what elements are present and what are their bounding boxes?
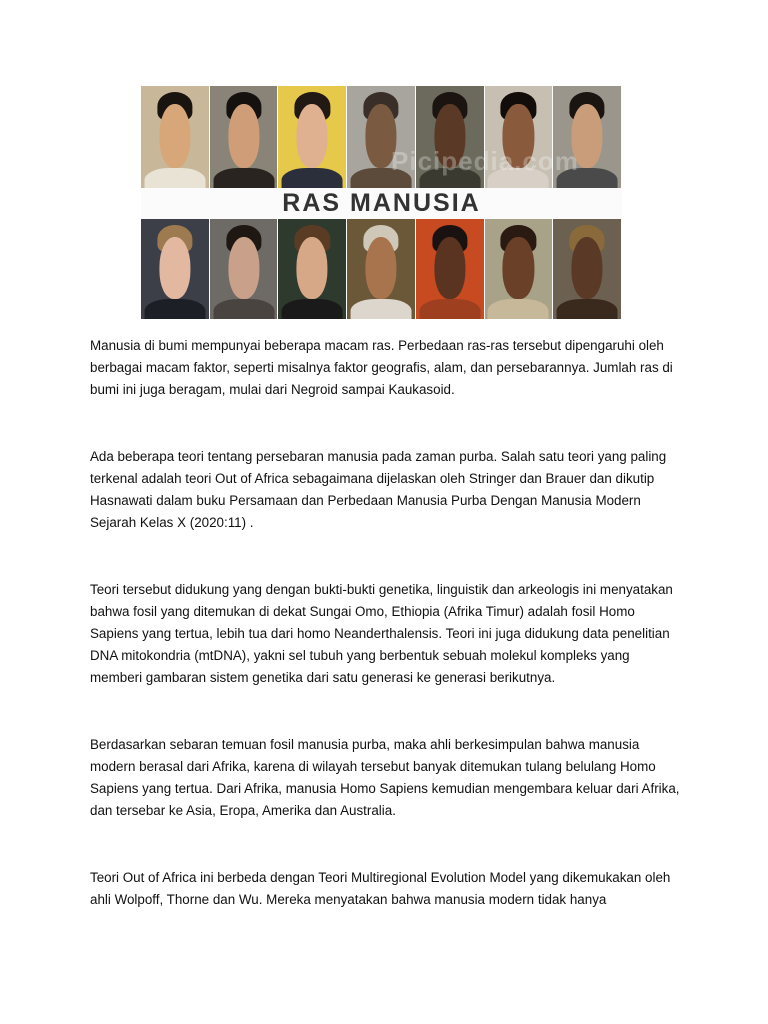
- portrait: [210, 219, 279, 319]
- portrait: [278, 86, 347, 188]
- portrait: [416, 219, 485, 319]
- watermark: Picipedia.com: [391, 146, 579, 176]
- paragraph: Teori Out of Africa ini berbeda dengan Teori Multiregional Evolution Model yang dikemukakan oleh ahli Wolpoff, Thorne dan Wu. Mereka menyatakan bahwa manusia modern tidak hanya: [90, 870, 671, 907]
- portrait: [347, 219, 416, 319]
- portrait: [210, 86, 279, 188]
- portrait: [278, 219, 347, 319]
- ras-manusia-banner-image: [141, 86, 622, 319]
- paragraph: Ada beberapa teori tentang persebaran manusia pada zaman purba. Salah satu teori yang paling terkenal adalah teori Out of Africa sebagaimana dijelaskan oleh Stringer dan Brauer dan dikutip Hasnawati dalam buku Persamaan dan Perbedaan Manusia Purba Dengan Manusia Modern Sejarah Kelas X (2020:11) .: [90, 449, 667, 530]
- portrait: [553, 219, 622, 319]
- paragraph: Teori tersebut didukung yang dengan bukti-bukti genetika, linguistik dan arkeologis ini menyatakan bahwa fosil yang ditemukan di dekat Sungai Omo, Ethiopia (Afrika Timur) adalah fosil Homo Sapiens yang tertua, lebih tua dari homo Neanderthalensis. Teori ini juga didukung data penelitian DNA mitokondria (mtDNA), yakni sel tubuh yang berbentuk sebuah molekul kompleks yang memberi gambaran sistem genetika dari satu generasi ke generasi berikutnya.: [90, 582, 673, 685]
- portrait: [141, 86, 210, 188]
- article-body: [90, 335, 680, 956]
- paragraph: Manusia di bumi mempunyai beberapa macam ras. Perbedaan ras-ras tersebut dipengaruhi oleh berbagai macam faktor, seperti misalnya faktor geografis, alam, dan persebarannya. Jumlah ras di bumi ini juga beragam, mulai dari Negroid sampai Kaukasoid.: [90, 338, 673, 397]
- banner-title: RAS MANUSIA: [141, 188, 622, 219]
- portrait: [485, 219, 554, 319]
- portrait: [141, 219, 210, 319]
- portrait-row-bottom: [141, 219, 622, 319]
- paragraph: Berdasarkan sebaran temuan fosil manusia purba, maka ahli berkesimpulan bahwa manusia modern berasal dari Afrika, karena di wilayah tersebut banyak ditemukan tulang belulang Homo Sapiens yang tertua. Dari Afrika, manusia Homo Sapiens kemudian mengembara keluar dari Afrika, dan tersebar ke Asia, Eropa, Amerika dan Australia.: [90, 737, 680, 818]
